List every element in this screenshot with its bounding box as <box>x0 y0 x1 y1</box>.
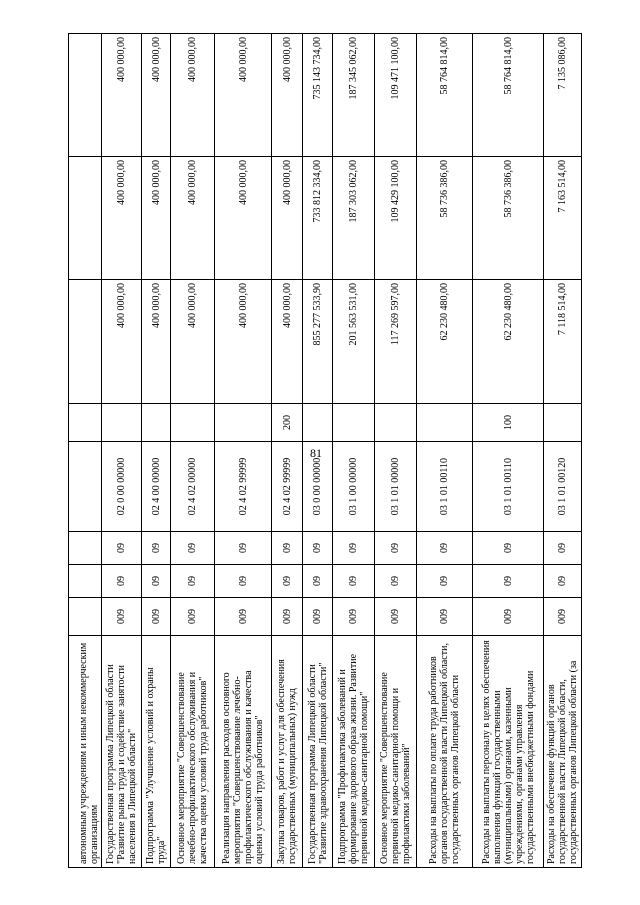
target-code-cell: 03 1 01 00110 <box>473 442 544 532</box>
amount-3-cell: 400 000,00 <box>102 34 142 157</box>
admin-code-cell: 009 <box>303 598 333 636</box>
row-name-cell: Государственная программа Липецкой области "Развитие рынка труда и содействие занятости населения в Липецкой области" <box>102 636 142 868</box>
subsection-code-cell: 09 <box>102 532 142 565</box>
target-code-cell <box>69 442 102 532</box>
expense-type-cell <box>142 404 171 442</box>
admin-code-cell <box>69 598 102 636</box>
subsection-code-cell: 09 <box>417 532 473 565</box>
admin-code-cell: 009 <box>171 598 215 636</box>
amount-1-cell: 855 277 533,90 <box>303 280 333 404</box>
section-code-cell: 09 <box>171 565 215 598</box>
amount-2-cell: 400 000,00 <box>102 157 142 280</box>
table-row <box>417 34 473 868</box>
table-row <box>171 34 215 868</box>
row-name-cell: Расходы на выплаты персоналу в целях обеспечения выполнения функций государственными (муниципальными) органами, казенными учреждениями, органами управления государственными внебюджетными фондами <box>473 636 544 868</box>
table-row <box>272 34 303 868</box>
amount-2-cell: 58 736 386,00 <box>417 157 473 280</box>
row-name-cell: Основное мероприятие "Совершенствование лечебно-профилактического обслуживания и качества оценки условий труда работников" <box>171 636 215 868</box>
table-row <box>303 34 333 868</box>
amount-3-cell <box>69 34 102 157</box>
row-name-cell: автономным учреждениям и иным некоммерческим организациям <box>69 636 102 868</box>
row-name-cell: Подпрограмма "Профилактика заболеваний и формирование здорового образа жизни. Развитие первичной медико-санитарной помощи" <box>333 636 375 868</box>
amount-1-cell: 117 269 597,00 <box>375 280 417 404</box>
admin-code-cell: 009 <box>544 598 582 636</box>
amount-3-cell: 7 135 086,00 <box>544 34 582 157</box>
target-code-cell: 02 4 02 99999 <box>272 442 303 532</box>
amount-2-cell: 733 812 334,00 <box>303 157 333 280</box>
amount-2-cell: 187 303 062,00 <box>333 157 375 280</box>
expense-type-cell <box>215 404 272 442</box>
expense-type-cell: 100 <box>473 404 544 442</box>
amount-3-cell: 109 471 100,00 <box>375 34 417 157</box>
admin-code-cell: 009 <box>102 598 142 636</box>
expense-type-cell <box>102 404 142 442</box>
section-code-cell: 09 <box>375 565 417 598</box>
amount-1-cell: 400 000,00 <box>215 280 272 404</box>
admin-code-cell: 009 <box>333 598 375 636</box>
table-row <box>544 34 582 868</box>
admin-code-cell: 009 <box>417 598 473 636</box>
target-code-cell: 02 0 00 00000 <box>102 442 142 532</box>
target-code-cell: 03 0 00 00000 <box>303 442 333 532</box>
target-code-cell: 02 4 02 99999 <box>215 442 272 532</box>
row-name-cell: Основное мероприятие "Совершенствование первичной медико-санитарной помощи и профилактики заболеваний" <box>375 636 417 868</box>
amount-1-cell: 400 000,00 <box>102 280 142 404</box>
table-row <box>473 34 544 868</box>
table-row <box>142 34 171 868</box>
subsection-code-cell <box>69 532 102 565</box>
amount-2-cell <box>69 157 102 280</box>
rotated-table-wrapper <box>68 34 579 868</box>
expense-type-cell <box>544 404 582 442</box>
amount-3-cell: 400 000,00 <box>272 34 303 157</box>
row-name-cell: Расходы на выплаты по оплате труда работников органов государственной власти Липецкой области, государственных органов Липецкой области <box>417 636 473 868</box>
target-code-cell: 02 4 00 00000 <box>142 442 171 532</box>
section-code-cell: 09 <box>333 565 375 598</box>
admin-code-cell: 009 <box>142 598 171 636</box>
amount-2-cell: 400 000,00 <box>171 157 215 280</box>
amount-1-cell <box>69 280 102 404</box>
expense-type-cell <box>375 404 417 442</box>
row-name-cell: Государственная программа Липецкой области "Развитие здравоохранения Липецкой области" <box>303 636 333 868</box>
row-name-cell: Закупка товаров, работ и услуг для обеспечения государственных (муниципальных) нужд <box>272 636 303 868</box>
subsection-code-cell: 09 <box>142 532 171 565</box>
expense-type-cell <box>69 404 102 442</box>
amount-1-cell: 62 230 480,00 <box>417 280 473 404</box>
subsection-code-cell: 09 <box>375 532 417 565</box>
subsection-code-cell: 09 <box>171 532 215 565</box>
rotated-table-area <box>68 34 579 868</box>
row-name-cell: Расходы на обеспечение функций органов государственной власти Липецкой области, государственных органов Липецкой области (за <box>544 636 582 868</box>
table-row <box>215 34 272 868</box>
amount-3-cell: 400 000,00 <box>142 34 171 157</box>
amount-3-cell: 735 143 734,00 <box>303 34 333 157</box>
section-code-cell: 09 <box>142 565 171 598</box>
amount-1-cell: 400 000,00 <box>171 280 215 404</box>
section-code-cell: 09 <box>473 565 544 598</box>
target-code-cell: 02 4 02 00000 <box>171 442 215 532</box>
section-code-cell: 09 <box>417 565 473 598</box>
amount-2-cell: 400 000,00 <box>272 157 303 280</box>
admin-code-cell: 009 <box>215 598 272 636</box>
amount-3-cell: 187 345 062,00 <box>333 34 375 157</box>
expense-type-cell <box>171 404 215 442</box>
table-row <box>333 34 375 868</box>
amount-3-cell: 58 764 814,00 <box>417 34 473 157</box>
budget-table <box>68 33 582 868</box>
expense-type-cell <box>417 404 473 442</box>
subsection-code-cell: 09 <box>544 532 582 565</box>
subsection-code-cell: 09 <box>272 532 303 565</box>
expense-type-cell <box>333 404 375 442</box>
section-code-cell: 09 <box>102 565 142 598</box>
table-row <box>69 34 102 868</box>
section-code-cell <box>69 565 102 598</box>
section-code-cell: 09 <box>544 565 582 598</box>
expense-type-cell: 200 <box>272 404 303 442</box>
admin-code-cell: 009 <box>375 598 417 636</box>
amount-1-cell: 7 118 514,00 <box>544 280 582 404</box>
subsection-code-cell: 09 <box>473 532 544 565</box>
amount-3-cell: 400 000,00 <box>171 34 215 157</box>
section-code-cell: 09 <box>303 565 333 598</box>
section-code-cell: 09 <box>215 565 272 598</box>
amount-2-cell: 400 000,00 <box>215 157 272 280</box>
admin-code-cell: 009 <box>272 598 303 636</box>
target-code-cell: 03 1 00 00000 <box>333 442 375 532</box>
amount-1-cell: 400 000,00 <box>142 280 171 404</box>
expense-type-cell <box>303 404 333 442</box>
amount-1-cell: 62 230 480,00 <box>473 280 544 404</box>
row-name-cell: Подпрограмма "Улучшение условий и охраны труда" <box>142 636 171 868</box>
amount-2-cell: 58 736 386,00 <box>473 157 544 280</box>
subsection-code-cell: 09 <box>333 532 375 565</box>
amount-2-cell: 109 429 100,00 <box>375 157 417 280</box>
table-row <box>375 34 417 868</box>
amount-1-cell: 201 563 531,00 <box>333 280 375 404</box>
section-code-cell: 09 <box>272 565 303 598</box>
subsection-code-cell: 09 <box>215 532 272 565</box>
row-name-cell: Реализация направления расходов основного мероприятия "Совершенствование лечебно-профилактического обслуживания и качества оценки условий труда работников" <box>215 636 272 868</box>
target-code-cell: 03 1 01 00110 <box>417 442 473 532</box>
table-row <box>102 34 142 868</box>
amount-2-cell: 400 000,00 <box>142 157 171 280</box>
amount-2-cell: 7 163 514,00 <box>544 157 582 280</box>
amount-1-cell: 400 000,00 <box>272 280 303 404</box>
admin-code-cell: 009 <box>473 598 544 636</box>
target-code-cell: 03 1 01 00000 <box>375 442 417 532</box>
amount-3-cell: 58 764 814,00 <box>473 34 544 157</box>
subsection-code-cell: 09 <box>303 532 333 565</box>
amount-3-cell: 400 000,00 <box>215 34 272 157</box>
target-code-cell: 03 1 01 00120 <box>544 442 582 532</box>
page-number: 81 <box>310 446 322 460</box>
